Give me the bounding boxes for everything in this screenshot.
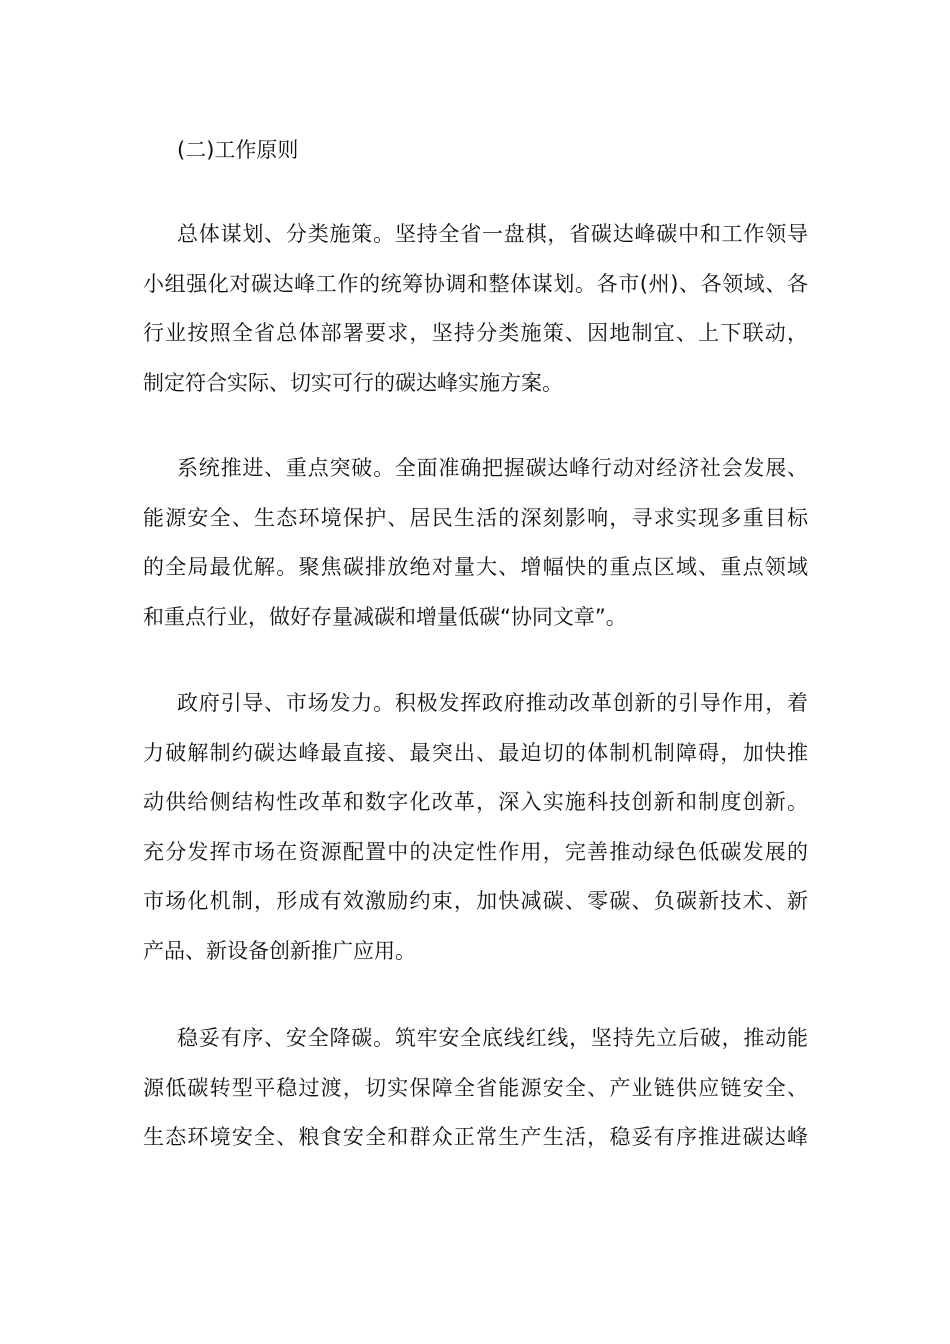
paragraph-line: 政府引导、市场发力。积极发挥政府推动改革创新的引导作用，着: [177, 691, 808, 715]
paragraph-line: 和重点行业，做好存量减碳和增量低碳“协同文章”。: [143, 604, 627, 629]
paragraph-line: 市场化机制，形成有效激励约束，加快减碳、零碳、负碳新技术、新: [143, 889, 808, 914]
paragraph-line: 能源安全、生态环境保护、居民生活的深刻影响，寻求实现多重目标: [143, 505, 808, 530]
paragraph-line: 总体谋划、分类施策。坚持全省一盘棋，省碳达峰碳中和工作领导: [177, 222, 808, 246]
paragraph-line: 制定符合实际、切实可行的碳达峰实施方案。: [143, 370, 563, 395]
paragraph-line: 行业按照全省总体部署要求，坚持分类施策、因地制宜、上下联动，: [143, 321, 808, 346]
paragraph-line: 源低碳转型平稳过渡，切实保障全省能源安全、产业链供应链安全、: [143, 1075, 808, 1100]
paragraph-safe-carbon-reduction: [143, 1014, 808, 1163]
paragraph-line: 动供给侧结构性改革和数字化改革，深入实施科技创新和制度创新。: [143, 790, 808, 815]
paragraph-line: 力破解制约碳达峰最直接、最突出、最迫切的体制机制障碍，加快推: [143, 740, 808, 765]
paragraph-line: 产品、新设备创新推广应用。: [143, 938, 416, 963]
section-heading: (二)工作原则: [177, 138, 299, 162]
paragraph-line: 的全局最优解。聚焦碳排放绝对量大、增幅快的重点区域、重点领域: [143, 555, 808, 580]
paragraph-line: 生态环境安全、粮食安全和群众正常生产生活，稳妥有序推进碳达峰: [143, 1125, 808, 1150]
paragraph-line: 系统推进、重点突破。全面准确把握碳达峰行动对经济社会发展、: [177, 456, 808, 480]
paragraph-government-guidance: [143, 679, 808, 977]
paragraph-line: 稳妥有序、安全降碳。筑牢安全底线红线，坚持先立后破，推动能: [177, 1026, 808, 1050]
paragraph-systematic-advance: [143, 444, 808, 642]
paragraph-line: 小组强化对碳达峰工作的统筹协调和整体谋划。各市(州)、各领域、各: [143, 271, 808, 296]
paragraph-line: 充分发挥市场在资源配置中的决定性作用，完善推动绿色低碳发展的: [143, 839, 808, 864]
paragraph-overall-planning: [143, 210, 808, 408]
